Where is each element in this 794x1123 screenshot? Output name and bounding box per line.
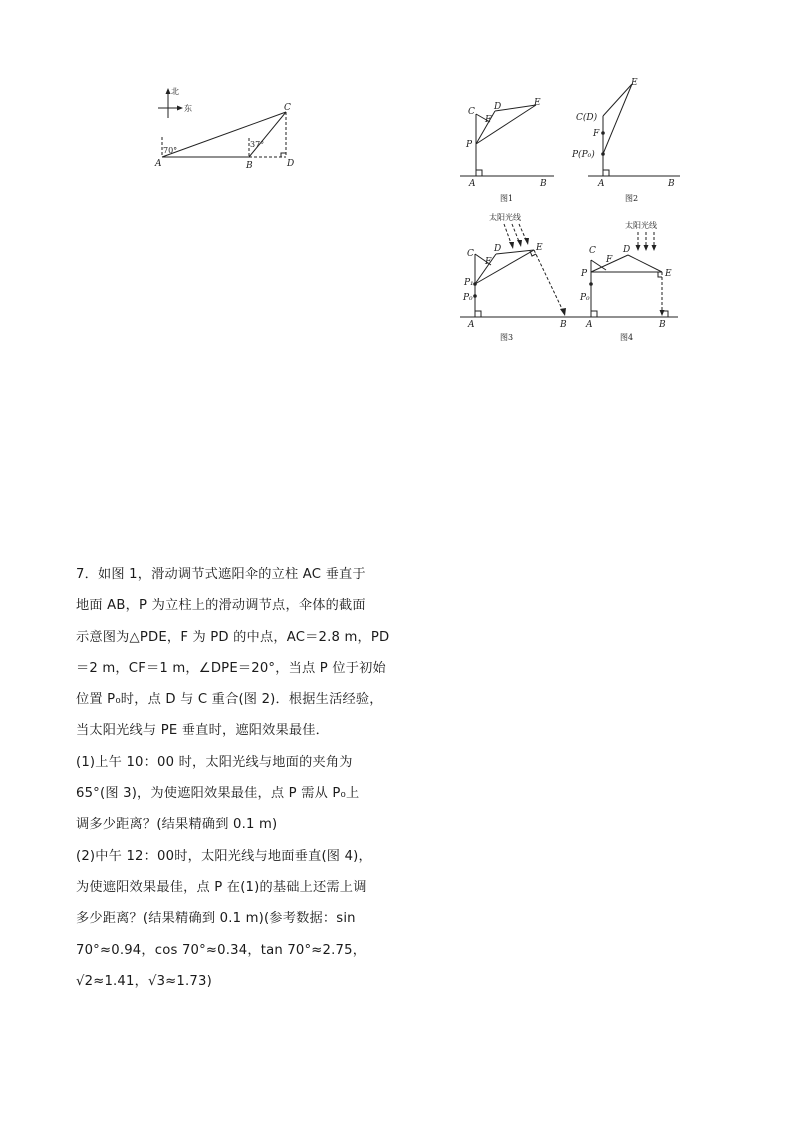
fig3-d: D bbox=[494, 244, 502, 254]
east-label: 东 bbox=[184, 104, 192, 113]
fig3-p1: P₁ bbox=[464, 278, 474, 288]
fig1-c: C bbox=[468, 107, 475, 117]
problem-line: 地面 AB，P 为立柱上的滑动调节点，伞体的截面 bbox=[76, 598, 366, 614]
fig1-b: B bbox=[540, 179, 547, 189]
fig4-caption: 图4 bbox=[620, 333, 634, 342]
figure-3 bbox=[456, 210, 580, 344]
fig3-e: E bbox=[536, 243, 543, 253]
problem-line: 示意图为△PDE，F 为 PD 的中点，AC＝2.8 m，PD bbox=[76, 629, 390, 645]
problem-line: 65°(图 3)，为使遮阳效果最佳，点 P 需从 P₀上 bbox=[76, 786, 360, 802]
fig3-sun-label: 太阳光线 bbox=[489, 213, 521, 222]
fig2-pp0: P(P₀) bbox=[572, 150, 595, 160]
fig4-a: A bbox=[586, 320, 593, 330]
fig3-c: C bbox=[467, 249, 474, 259]
problem-line: 为使遮阳效果最佳，点 P 在(1)的基础上还需上调 bbox=[76, 879, 367, 895]
point-d-label: D bbox=[287, 159, 295, 169]
fig4-d: D bbox=[623, 245, 631, 255]
problem-7-text bbox=[76, 559, 390, 997]
angle-b-label: 37° bbox=[250, 140, 265, 149]
fig2-f: F bbox=[593, 129, 600, 139]
problem-line: (1)上午 10：00 时，太阳光线与地面的夹角为 bbox=[76, 754, 353, 770]
angle-a-label: 70° bbox=[163, 146, 178, 155]
fig1-f: F bbox=[485, 115, 492, 125]
fig1-p: P bbox=[466, 140, 473, 150]
point-b-label: B bbox=[246, 161, 253, 171]
figure-2 bbox=[570, 76, 682, 206]
fig3-caption: 图3 bbox=[500, 333, 514, 342]
problem-line: 7．如图 1，滑动调节式遮阳伞的立柱 AC 垂直于 bbox=[76, 567, 366, 582]
fig2-b: B bbox=[668, 179, 675, 189]
fig1-d: D bbox=[494, 102, 502, 112]
fig1-a: A bbox=[469, 179, 476, 189]
fig4-p0: P₀ bbox=[580, 293, 590, 303]
fig3-b: B bbox=[560, 320, 567, 330]
fig4-f: F bbox=[606, 255, 613, 265]
point-a-label: A bbox=[155, 159, 162, 169]
problem-line: √2≈1.41，√3≈1.73) bbox=[76, 973, 212, 989]
figure-1 bbox=[460, 94, 570, 206]
fig4-sun-label: 太阳光线 bbox=[625, 221, 657, 230]
problem-line: 调多少距离？(结果精确到 0.1 m) bbox=[76, 817, 278, 833]
fig3-f: F bbox=[485, 257, 492, 267]
compass bbox=[158, 86, 192, 118]
fig1-e: E bbox=[534, 98, 541, 108]
fig2-e: E bbox=[631, 78, 638, 88]
fig2-a: A bbox=[598, 179, 605, 189]
fig1-caption: 图1 bbox=[500, 194, 514, 203]
north-label: 北 bbox=[171, 87, 179, 96]
fig3-a: A bbox=[468, 320, 475, 330]
problem-line: ＝2 m，CF＝1 m，∠DPE＝20°，当点 P 位于初始 bbox=[76, 660, 386, 676]
problem-line: (2)中午 12：00时，太阳光线与地面垂直(图 4)， bbox=[76, 848, 372, 864]
point-c-label: C bbox=[284, 103, 291, 113]
fig4-p: P bbox=[581, 269, 588, 279]
problem-line: 位置 P₀时，点 D 与 C 重合(图 2)．根据生活经验， bbox=[76, 692, 383, 708]
fig4-c: C bbox=[589, 246, 596, 256]
fig2-cd: C(D) bbox=[576, 113, 598, 123]
fig4-b: B bbox=[659, 320, 666, 330]
figure-4 bbox=[578, 210, 682, 344]
fig4-e: E bbox=[665, 269, 672, 279]
problem-line: 当太阳光线与 PE 垂直时，遮阳效果最佳． bbox=[76, 723, 330, 739]
problem-line: 70°≈0.94，cos 70°≈0.34，tan 70°≈2.75， bbox=[76, 942, 367, 958]
fig2-caption: 图2 bbox=[625, 194, 639, 203]
fig3-p0: P₀ bbox=[463, 293, 473, 303]
problem-line: 多少距离？(结果精确到 0.1 m)(参考数据：sin bbox=[76, 911, 356, 927]
left-geometry-figure bbox=[150, 82, 300, 174]
